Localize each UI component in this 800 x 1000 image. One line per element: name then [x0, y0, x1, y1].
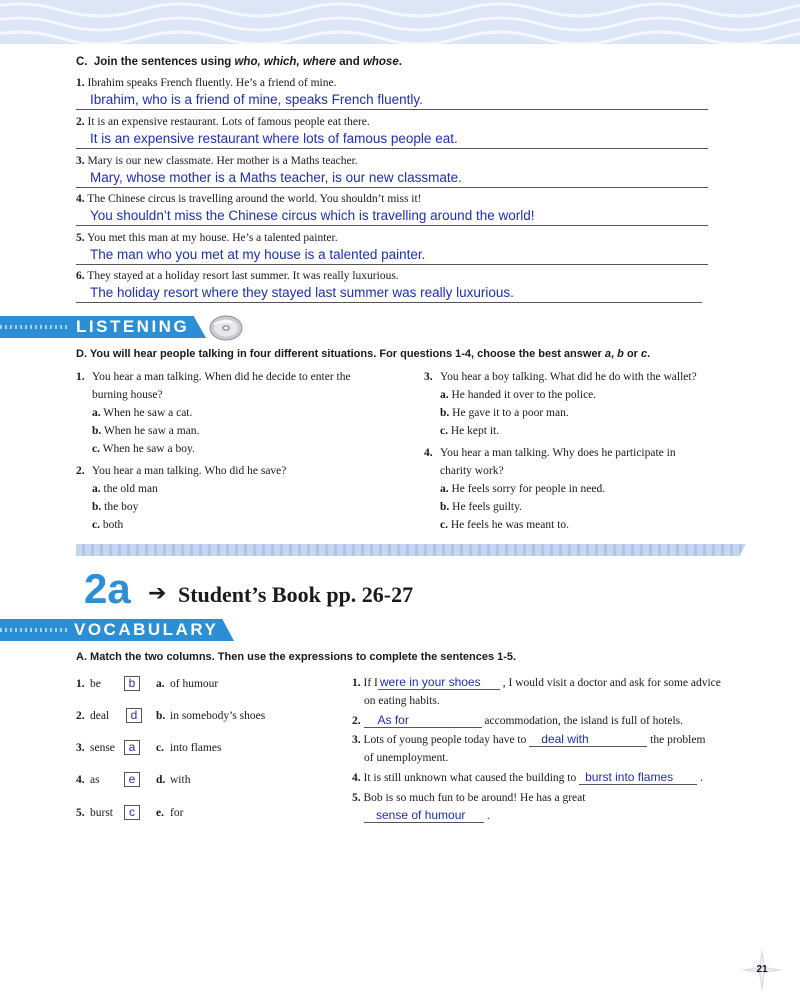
match-number: 3. — [76, 742, 85, 754]
option-text: He feels sorry for people in need. — [451, 483, 606, 495]
sentence-text: If I — [363, 677, 378, 689]
answer-option[interactable] — [424, 480, 754, 498]
answer-line[interactable]: You shouldn’t miss the Chinese circus which is travelling around the world! — [76, 206, 708, 226]
option-letter: b. — [92, 425, 102, 437]
match-number: 2. — [76, 710, 85, 722]
sentence-text: . — [486, 810, 490, 822]
exercise-letter: C. — [76, 56, 88, 68]
question-number: 3. — [76, 155, 85, 167]
question-text: You hear a man talking. Who did he save? — [92, 465, 287, 477]
instruction-text: . — [647, 348, 651, 360]
option-text: He gave it to a poor man. — [452, 407, 569, 419]
option-letter: b. — [440, 407, 450, 419]
match-letter: d. — [156, 774, 166, 786]
match-word: as — [90, 774, 100, 786]
option-text: He kept it. — [450, 425, 500, 437]
banner-dots — [0, 325, 70, 329]
question-item — [76, 192, 708, 226]
match-phrase: into flames — [170, 742, 222, 754]
instruction-text: , — [611, 348, 618, 360]
fill-blank[interactable]: deal with — [529, 732, 647, 747]
match-word: burst — [90, 807, 113, 819]
match-phrase: for — [170, 807, 184, 819]
match-answer-box[interactable]: b — [124, 676, 140, 691]
divider-pattern — [76, 544, 746, 556]
title-text: . — [398, 56, 402, 68]
section-divider — [76, 544, 746, 556]
listening-banner — [0, 316, 240, 338]
exercise-c-title — [76, 56, 402, 68]
fill-blank[interactable]: As for — [364, 713, 482, 728]
answer-option[interactable] — [424, 386, 754, 404]
question-item — [76, 76, 708, 110]
vocabulary-banner — [0, 619, 240, 641]
question-text: You hear a boy talking. What did he do with the wallet? — [440, 371, 697, 383]
match-answer-box[interactable]: d — [126, 708, 142, 723]
question-number: 1. — [76, 77, 85, 89]
vocab-sentence — [352, 731, 762, 767]
question-number: 6. — [76, 270, 85, 282]
instruction-italic: a — [604, 348, 612, 360]
match-letter: c. — [156, 742, 164, 754]
option-letter: a. — [92, 483, 101, 495]
sentence-text: on eating habits. — [364, 695, 440, 707]
answer-line[interactable]: Mary, whose mother is a Maths teacher, is our new classmate. — [76, 168, 708, 188]
listening-question — [76, 368, 406, 458]
top-decorative-band — [0, 0, 800, 44]
vocab-sentence — [352, 789, 762, 825]
answer-option[interactable] — [76, 498, 406, 516]
question-text: burning house? — [92, 389, 163, 401]
answer-option[interactable] — [76, 440, 406, 458]
question-item — [76, 154, 708, 188]
match-answer-box[interactable]: c — [124, 805, 140, 820]
match-word: sense — [90, 742, 115, 754]
sentence-text: of unemployment. — [364, 752, 449, 764]
option-text: When he saw a cat. — [103, 407, 193, 419]
vocab-sentence — [352, 769, 762, 787]
option-text: the old man — [103, 483, 158, 495]
instruction-text: D. You will hear people talking in four different situations. For questions 1-4, choose the best answer — [76, 348, 605, 360]
match-phrase: in somebody’s shoes — [170, 710, 266, 722]
match-letter: a. — [156, 678, 165, 690]
answer-line[interactable]: The holiday resort where they stayed last summer was really luxurious. — [76, 283, 702, 303]
question-number: 3. — [424, 371, 433, 383]
option-text: both — [102, 519, 124, 531]
sentence-text: accommodation, the island is full of hotels. — [484, 715, 684, 727]
title-text: Join the sentences using — [93, 56, 235, 68]
question-text: The Chinese circus is travelling around the world. You shouldn’t miss it! — [87, 193, 422, 205]
sentence-number: 4. — [352, 772, 361, 784]
answer-option[interactable] — [76, 480, 406, 498]
match-phrase: with — [170, 774, 191, 786]
vocabulary-instruction: A. Match the two columns. Then use the expressions to complete the sentences 1-5. — [76, 651, 517, 663]
wave-pattern-icon — [0, 0, 800, 44]
option-text: He feels guilty. — [452, 501, 522, 513]
match-row — [76, 675, 336, 695]
match-row — [76, 739, 336, 759]
question-number: 4. — [424, 447, 433, 459]
answer-option[interactable] — [76, 404, 406, 422]
option-letter: a. — [440, 483, 449, 495]
option-letter: c. — [440, 519, 448, 531]
match-number: 1. — [76, 678, 85, 690]
question-text: You hear a man talking. Why does he participate in — [440, 447, 676, 459]
cd-icon[interactable] — [208, 312, 244, 342]
option-letter: a. — [440, 389, 449, 401]
page-number-badge — [740, 948, 784, 992]
question-text: Ibrahim speaks French fluently. He’s a friend of mine. — [87, 77, 337, 89]
match-letter: b. — [156, 710, 166, 722]
answer-option[interactable] — [424, 404, 754, 422]
match-number: 5. — [76, 807, 85, 819]
option-text: When he saw a man. — [103, 425, 200, 437]
option-letter: c. — [92, 519, 100, 531]
match-answer-box[interactable]: a — [124, 740, 140, 755]
question-text: charity work? — [440, 465, 504, 477]
vocabulary-label: VOCABULARY — [74, 620, 219, 639]
question-text: You met this man at my house. He’s a talented painter. — [87, 232, 338, 244]
question-item — [76, 231, 708, 265]
fill-blank[interactable]: burst into flames — [579, 770, 697, 785]
unit-number: 2a — [84, 565, 131, 612]
match-letter: e. — [156, 807, 164, 819]
instruction-italic: b — [617, 348, 624, 360]
question-number: 1. — [76, 371, 85, 383]
banner-dots — [0, 628, 70, 632]
sentence-number: 5. — [352, 792, 361, 804]
fill-blank[interactable]: sense of humour — [364, 808, 484, 823]
option-letter: c. — [440, 425, 448, 437]
sentence-number: 2. — [352, 715, 361, 727]
option-text: He feels he was meant to. — [450, 519, 570, 531]
question-text: They stayed at a holiday resort last summer. It was really luxurious. — [87, 270, 399, 282]
sentence-text: the problem — [650, 734, 706, 746]
question-number: 5. — [76, 232, 85, 244]
answer-option[interactable] — [424, 422, 754, 440]
title-text: and — [336, 56, 363, 68]
question-number: 4. — [76, 193, 85, 205]
question-number: 2. — [76, 116, 85, 128]
question-number: 2. — [76, 465, 85, 477]
title-italic: who, which, where — [234, 56, 337, 68]
question-text: You hear a man talking. When did he decide to enter the — [92, 371, 351, 383]
sentence-text: . — [699, 772, 703, 784]
match-row — [76, 804, 336, 824]
sentence-text: Lots of young people today have to — [363, 734, 527, 746]
match-number: 4. — [76, 774, 85, 786]
option-letter: c. — [92, 443, 100, 455]
answer-option[interactable] — [76, 516, 406, 534]
option-letter: a. — [92, 407, 101, 419]
match-row — [76, 771, 336, 791]
title-italic: whose — [362, 56, 399, 68]
match-row — [76, 707, 336, 727]
question-item — [76, 115, 708, 149]
answer-line[interactable]: Ibrahim, who is a friend of mine, speaks French fluently. — [76, 90, 708, 110]
listening-instruction — [76, 348, 650, 360]
question-item — [76, 269, 702, 303]
page-number: 21 — [756, 964, 768, 975]
listening-question — [424, 368, 754, 440]
answer-line[interactable]: It is an expensive restaurant where lots of famous people eat. — [76, 129, 708, 149]
unit-title: Student’s Book pp. 26-27 — [178, 582, 414, 607]
fill-blank[interactable]: were in your shoes — [378, 675, 500, 690]
option-text: the boy — [104, 501, 139, 513]
match-phrase: of humour — [170, 678, 219, 690]
instruction-text: or — [623, 348, 642, 360]
option-letter: b. — [92, 501, 102, 513]
option-text: He handed it over to the police. — [451, 389, 597, 401]
arrow-right-icon: ➔ — [148, 581, 167, 606]
vocab-sentence — [352, 712, 762, 730]
listening-question — [424, 444, 754, 534]
answer-option[interactable] — [76, 422, 406, 440]
vocab-sentence — [352, 674, 762, 710]
sentence-number: 1. — [352, 677, 361, 689]
question-text: Mary is our new classmate. Her mother is a Maths teacher. — [87, 155, 358, 167]
match-word: deal — [90, 710, 110, 722]
match-word: be — [90, 678, 101, 690]
sentence-text: It is still unknown what caused the building to — [363, 772, 577, 784]
listening-label: LISTENING — [76, 317, 190, 336]
listening-question — [76, 462, 406, 534]
sentence-text: Bob is so much fun to be around! He has a great — [363, 792, 586, 804]
answer-line[interactable]: The man who you met at my house is a talented painter. — [76, 245, 708, 265]
sentence-text: , I would visit a doctor and ask for some advice — [502, 677, 721, 689]
answer-option[interactable] — [424, 516, 754, 534]
match-answer-box[interactable]: e — [124, 772, 140, 787]
sentence-number: 3. — [352, 734, 361, 746]
answer-option[interactable] — [424, 498, 754, 516]
instruction-italic: c — [641, 348, 648, 360]
question-text: It is an expensive restaurant. Lots of famous people eat there. — [87, 116, 370, 128]
option-letter: b. — [440, 501, 450, 513]
option-text: When he saw a boy. — [102, 443, 195, 455]
